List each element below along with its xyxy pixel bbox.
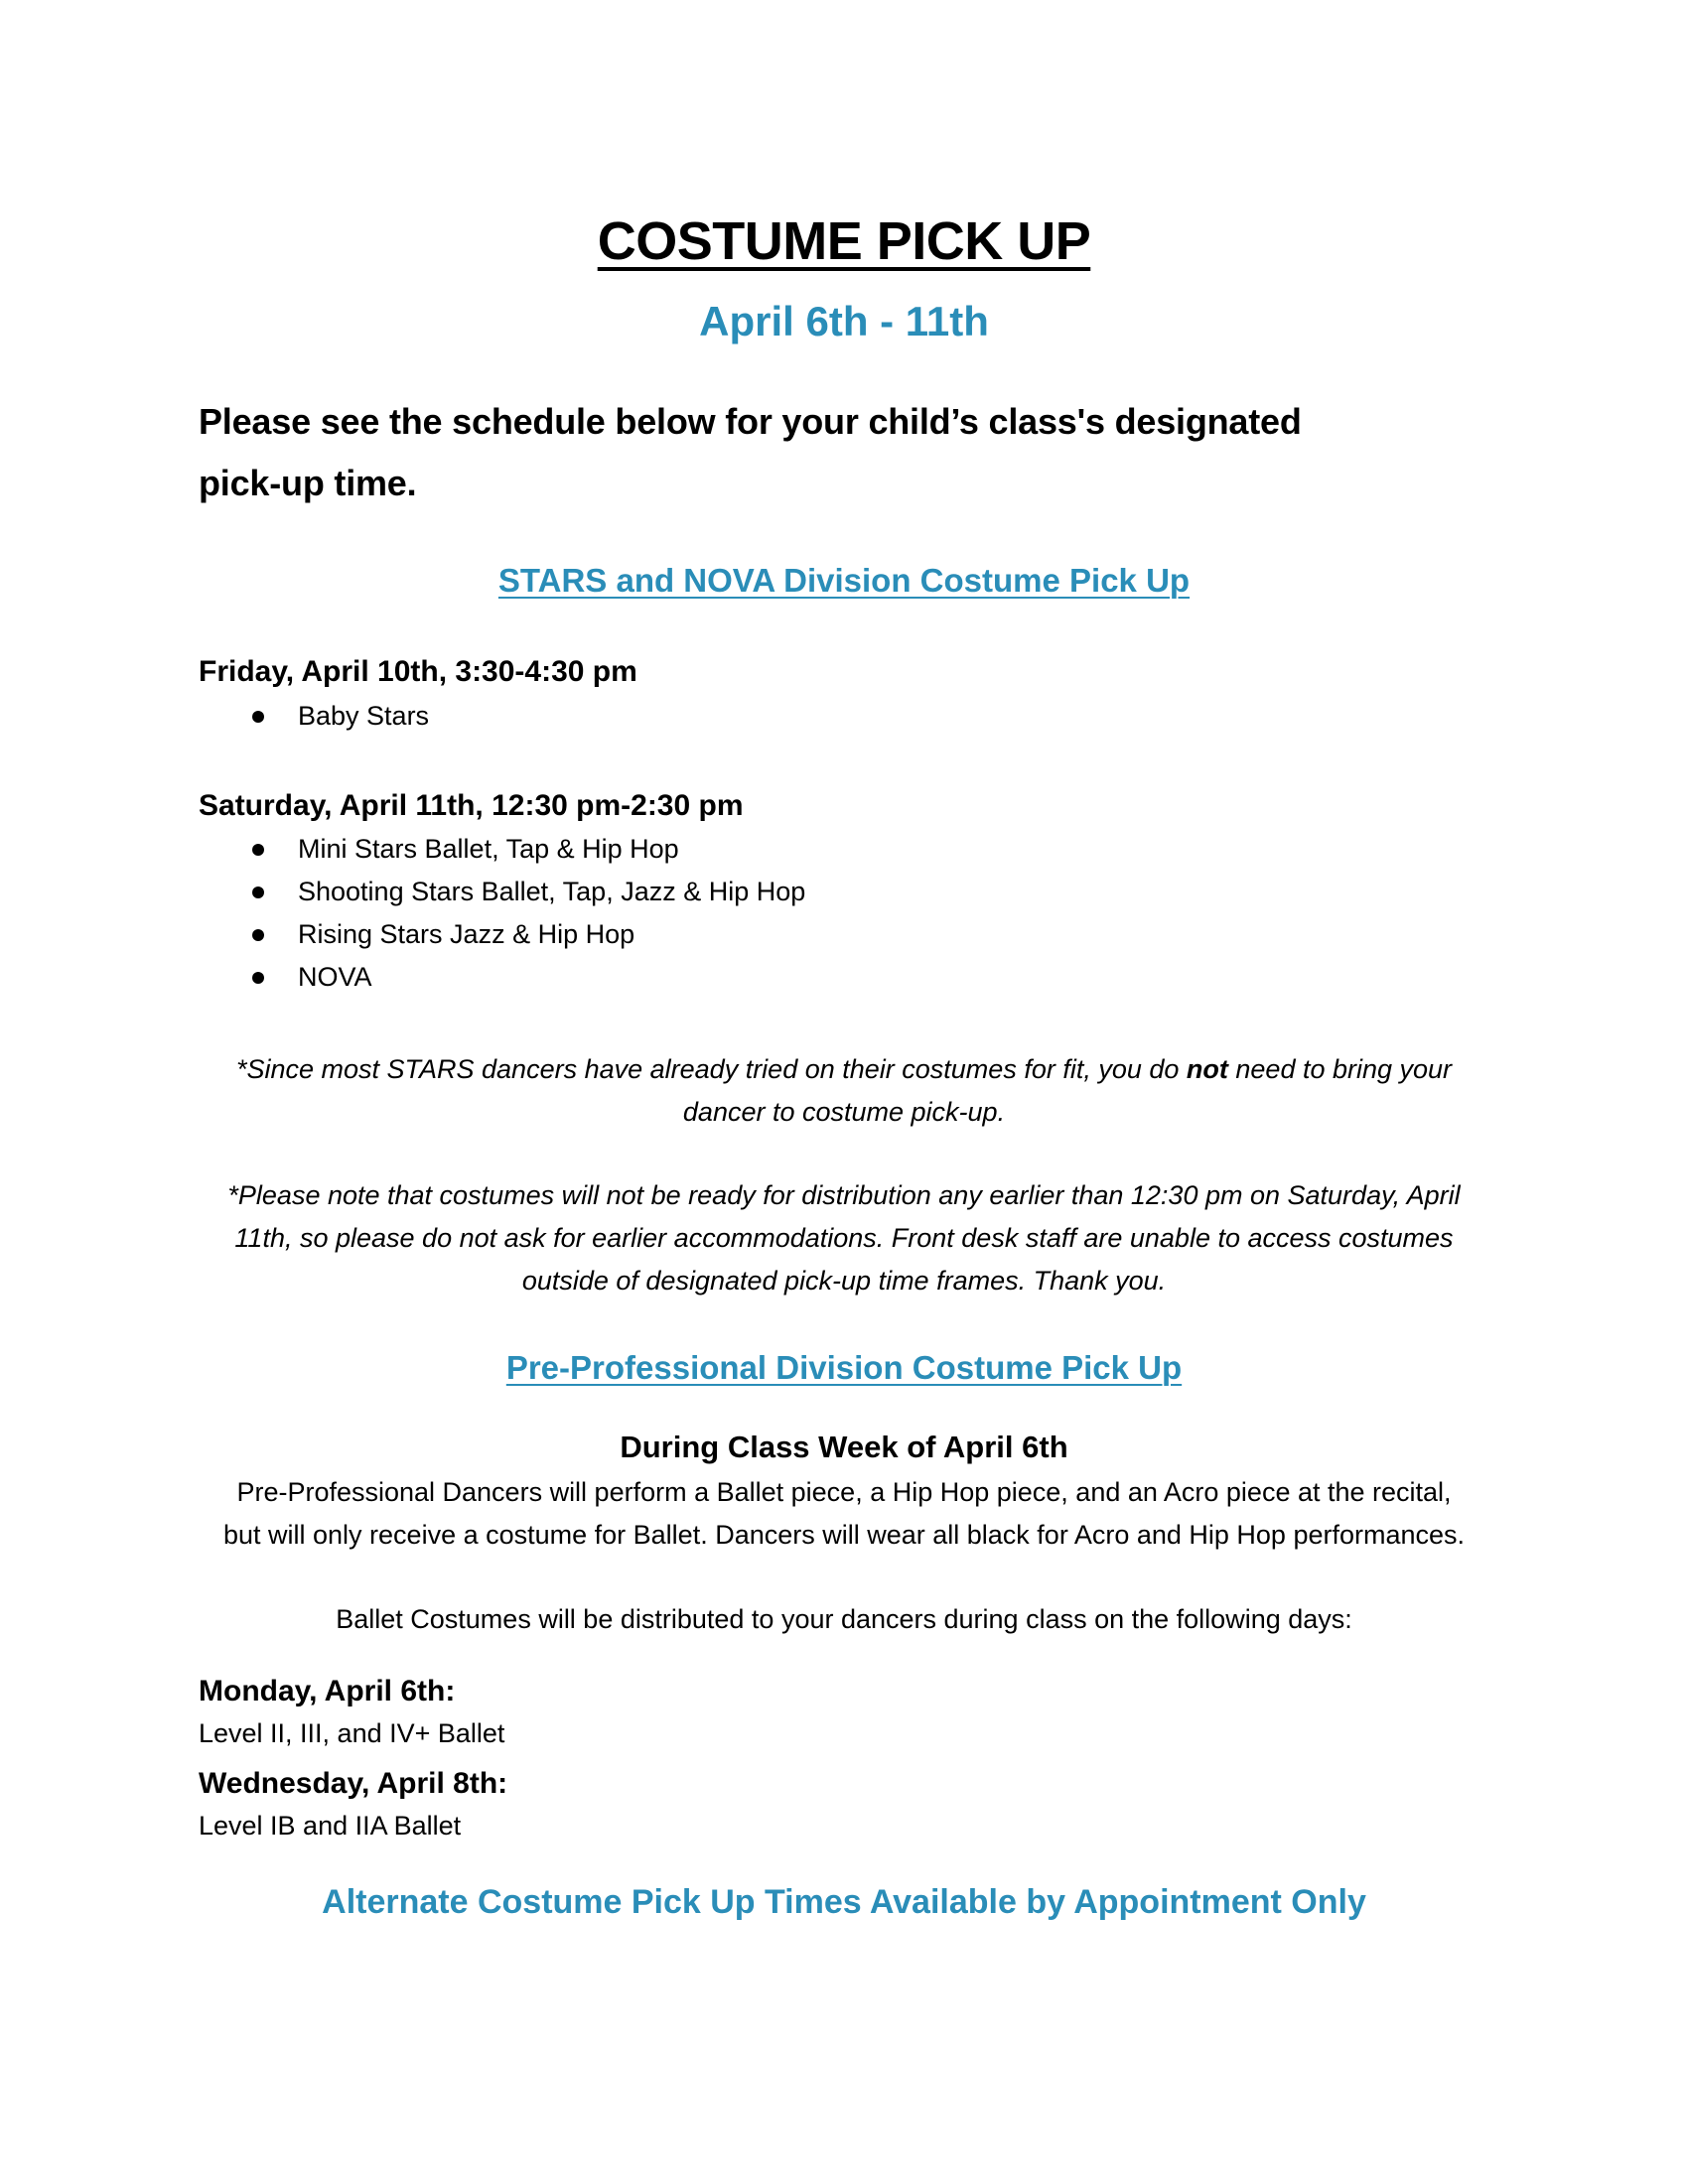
page-title: COSTUME PICK UP xyxy=(597,211,1091,271)
list-item: Baby Stars xyxy=(199,695,429,738)
bullet-icon xyxy=(252,887,264,898)
saturday-heading: Saturday, April 11th, 12:30 pm-2:30 pm xyxy=(199,789,744,822)
fit-note xyxy=(0,1048,1688,1134)
during-class-heading: During Class Week of April 6th xyxy=(620,1430,1068,1464)
date-range: April 6th - 11th xyxy=(699,298,989,344)
list-item: Rising Stars Jazz & Hip Hop xyxy=(199,913,805,956)
intro-line-1: Please see the schedule below for your child’s class's designated xyxy=(199,401,1302,442)
friday-heading: Friday, April 10th, 3:30-4:30 pm xyxy=(199,655,637,688)
list-item: Mini Stars Ballet, Tap & Hip Hop xyxy=(199,828,805,871)
wednesday-block xyxy=(199,1762,507,1845)
description-line-2: but will only receive a costume for Ballet. Dancers will wear all black for Acro and Hip Hop performances. xyxy=(222,1520,1466,1550)
distribution-note xyxy=(0,1174,1688,1302)
bullet-icon xyxy=(252,972,264,984)
distribution-note-line-1: *Please note that costumes will not be ready for distribution any earlier than 12:30 pm on Saturday, April xyxy=(227,1180,1461,1210)
monday-block xyxy=(199,1670,504,1753)
monday-heading: Monday, April 6th: xyxy=(199,1675,456,1707)
fit-note-line-2: dancer to costume pick-up. xyxy=(682,1097,1006,1127)
intro-line-2: pick-up time. xyxy=(199,463,417,503)
description-line-1: Pre-Professional Dancers will perform a Ballet piece, a Hip Hop piece, and an Acro piece at the recital, xyxy=(236,1477,1452,1507)
stars-nova-heading: STARS and NOVA Division Costume Pick Up xyxy=(497,562,1191,599)
bullet-icon xyxy=(252,929,264,941)
fit-note-line-1: *Since most STARS dancers have already tried on their costumes for fit, you do not need to bring your xyxy=(235,1054,1453,1084)
distribution-note-line-2: 11th, so please do not ask for earlier accommodations. Front desk staff are unable to access costumes xyxy=(234,1223,1454,1253)
list-item: Shooting Stars Ballet, Tap, Jazz & Hip Hop xyxy=(199,871,805,913)
distribution-info: Ballet Costumes will be distributed to your dancers during class on the following days: xyxy=(336,1604,1352,1634)
list-item: NOVA xyxy=(199,956,805,999)
bullet-icon xyxy=(252,844,264,856)
monday-classes: Level II, III, and IV+ Ballet xyxy=(199,1718,505,1748)
bullet-icon xyxy=(252,711,264,723)
friday-list xyxy=(199,695,429,738)
intro-text xyxy=(199,391,1450,514)
wednesday-classes: Level IB and IIA Ballet xyxy=(199,1811,462,1841)
wednesday-heading: Wednesday, April 8th: xyxy=(199,1767,508,1800)
pre-professional-heading: Pre-Professional Division Costume Pick Up xyxy=(505,1349,1183,1386)
pre-professional-description xyxy=(0,1471,1688,1557)
saturday-list xyxy=(199,828,805,999)
distribution-note-line-3: outside of designated pick-up time frames. Thank you. xyxy=(521,1266,1167,1296)
alternate-pickup-note: Alternate Costume Pick Up Times Available by Appointment Only xyxy=(322,1883,1366,1921)
